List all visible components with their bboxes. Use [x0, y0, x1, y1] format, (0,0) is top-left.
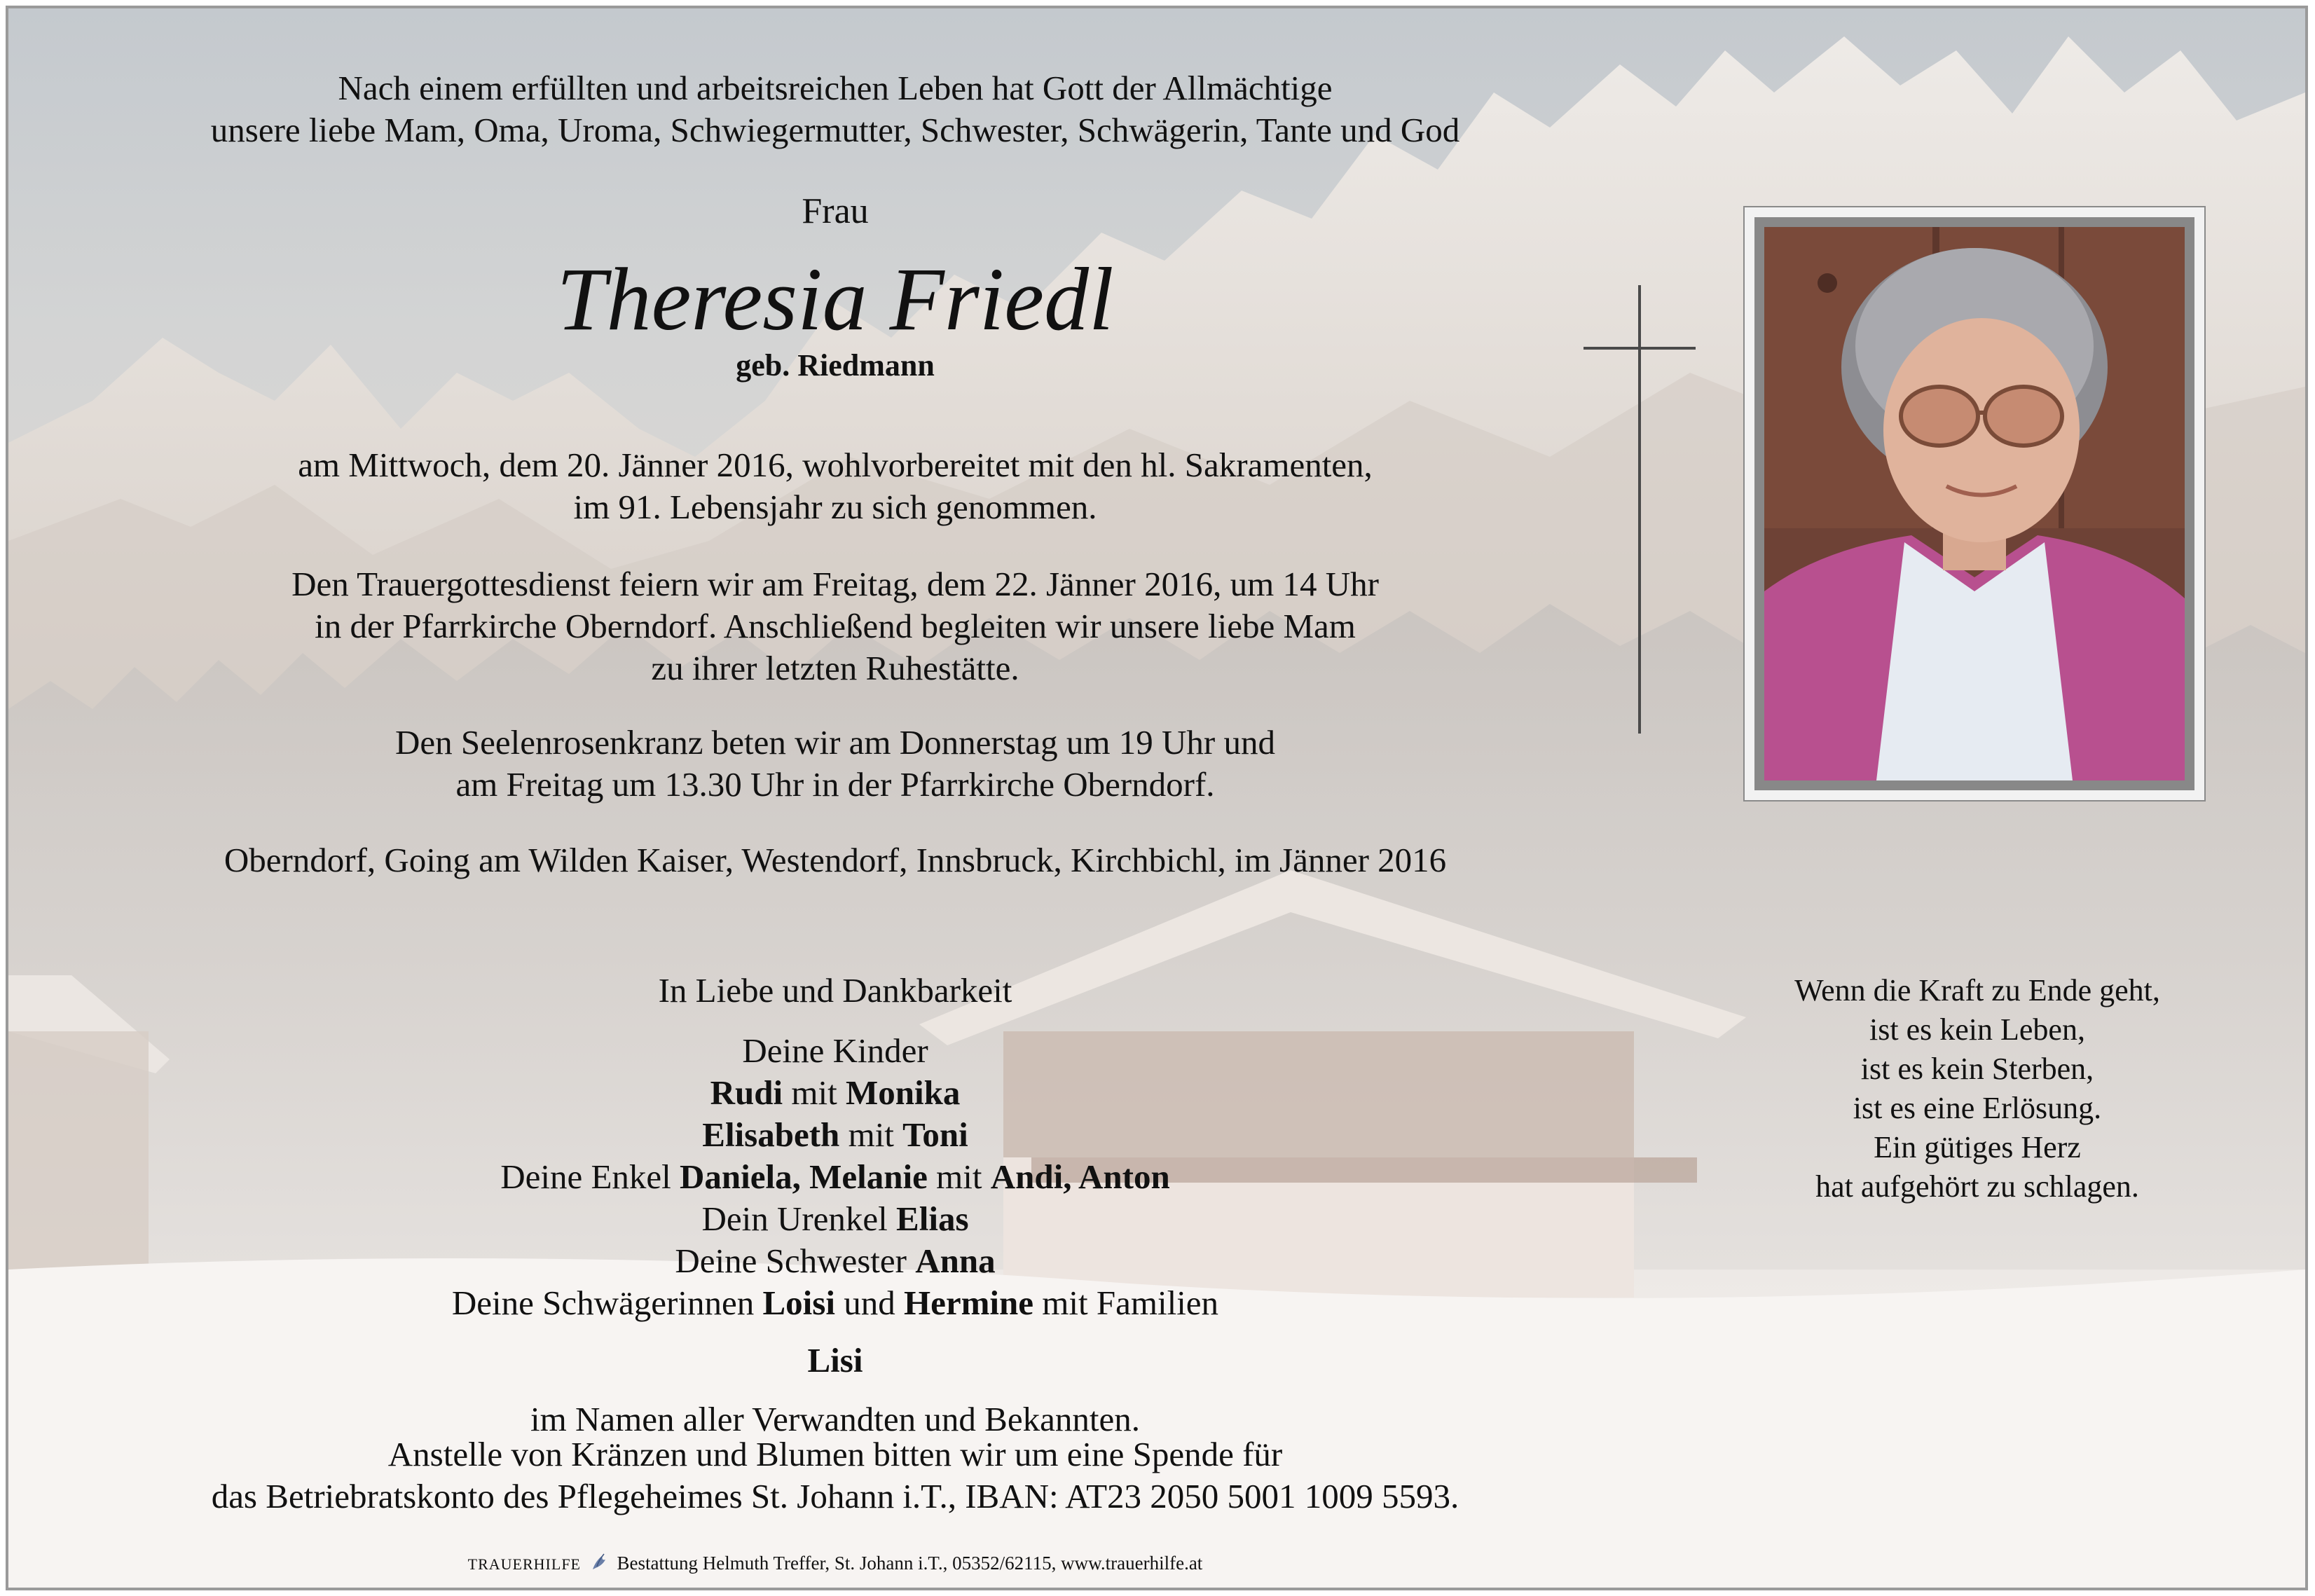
obituary-card: [6, 6, 2308, 1590]
gratitude-line: In Liebe und Dankbarkeit: [658, 971, 1012, 1010]
death-notice: [50, 444, 1620, 528]
funeral-line-2: in der Pfarrkirche Oberndorf. Anschließend begleiten wir unsere liebe Mam: [315, 607, 1356, 645]
donation-request: [50, 1433, 1620, 1518]
children-label: Deine Kinder: [742, 1031, 928, 1070]
footer-text: Bestattung Helmuth Treffer, St. Johann i.T., 05352/62115, www.trauerhilfe.at: [617, 1553, 1203, 1574]
death-line-1: am Mittwoch, dem 20. Jänner 2016, wohlvorbereitet mit den hl. Sakramenten,: [298, 446, 1373, 484]
funeral-line-3: zu ihrer letzten Ruhestätte.: [651, 649, 1019, 687]
poem-line: Wenn die Kraft zu Ende geht,: [1794, 973, 2160, 1007]
children-line-1: Rudi mit Monika: [710, 1073, 961, 1112]
rosary-line-2: am Freitag um 13.30 Uhr in der Pfarrkirche Oberndorf.: [455, 765, 1215, 804]
grandchildren-line: Deine Enkel Daniela, Melanie mit Andi, Anton: [500, 1157, 1170, 1196]
children-line-2: Elisabeth mit Toni: [702, 1115, 968, 1154]
funeral-line-1: Den Trauergottesdienst feiern wir am Freitag, dem 22. Jänner 2016, um 14 Uhr: [291, 565, 1379, 603]
rosary-info: [50, 722, 1620, 806]
dove-icon: [590, 1551, 608, 1572]
lisi-line: Lisi: [807, 1341, 863, 1380]
poem: [1704, 971, 2251, 1206]
footer-brand: TRAUERHILFE: [467, 1555, 581, 1573]
greatgrandchild-line: Dein Urenkel Elias: [701, 1199, 969, 1238]
sister-line: Deine Schwester Anna: [675, 1241, 996, 1280]
poem-line: hat aufgehört zu schlagen.: [1815, 1169, 2139, 1204]
portrait-frame: [1743, 206, 2206, 802]
footer: [50, 1551, 1620, 1576]
poem-line: ist es eine Erlösung.: [1853, 1091, 2102, 1125]
sisters-in-law-line: Deine Schwägerinnen Loisi und Hermine mit Familien: [451, 1284, 1219, 1322]
death-line-2: im 91. Lebensjahr zu sich genommen.: [573, 488, 1097, 526]
places-line: Oberndorf, Going am Wilden Kaiser, Westendorf, Innsbruck, Kirchbichl, im Jänner 2016: [224, 841, 1447, 879]
relatives-line: im Namen aller Verwandten und Bekannten.: [530, 1400, 1140, 1438]
cross-icon: [1584, 285, 1696, 734]
poem-line: Ein gütiges Herz: [1874, 1130, 2081, 1164]
intro-text: [50, 67, 1620, 151]
deceased-name: Theresia Friedl: [556, 249, 1114, 349]
maiden-name: geb. Riedmann: [736, 348, 935, 383]
donation-line-1: Anstelle von Kränzen und Blumen bitten wir um eine Spende für: [387, 1435, 1283, 1473]
family-list: [50, 970, 1620, 1440]
portrait-image: [1764, 227, 2185, 780]
poem-line: ist es kein Sterben,: [1860, 1052, 2094, 1086]
portrait-photo: [1754, 217, 2194, 790]
poem-line: ist es kein Leben,: [1869, 1012, 2085, 1047]
deceased-title: Frau: [802, 191, 869, 231]
funeral-info: [50, 563, 1620, 689]
intro-line-2: unsere liebe Mam, Oma, Uroma, Schwiegermutter, Schwester, Schwägerin, Tante und God: [210, 111, 1460, 149]
donation-line-2: das Betriebratskonto des Pflegeheimes St. Johann i.T., IBAN: AT23 2050 5001 1009 5593.: [211, 1477, 1459, 1515]
intro-line-1: Nach einem erfüllten und arbeitsreichen Leben hat Gott der Allmächtige: [338, 69, 1333, 107]
rosary-line-1: Den Seelenrosenkranz beten wir am Donnerstag um 19 Uhr und: [395, 723, 1275, 762]
